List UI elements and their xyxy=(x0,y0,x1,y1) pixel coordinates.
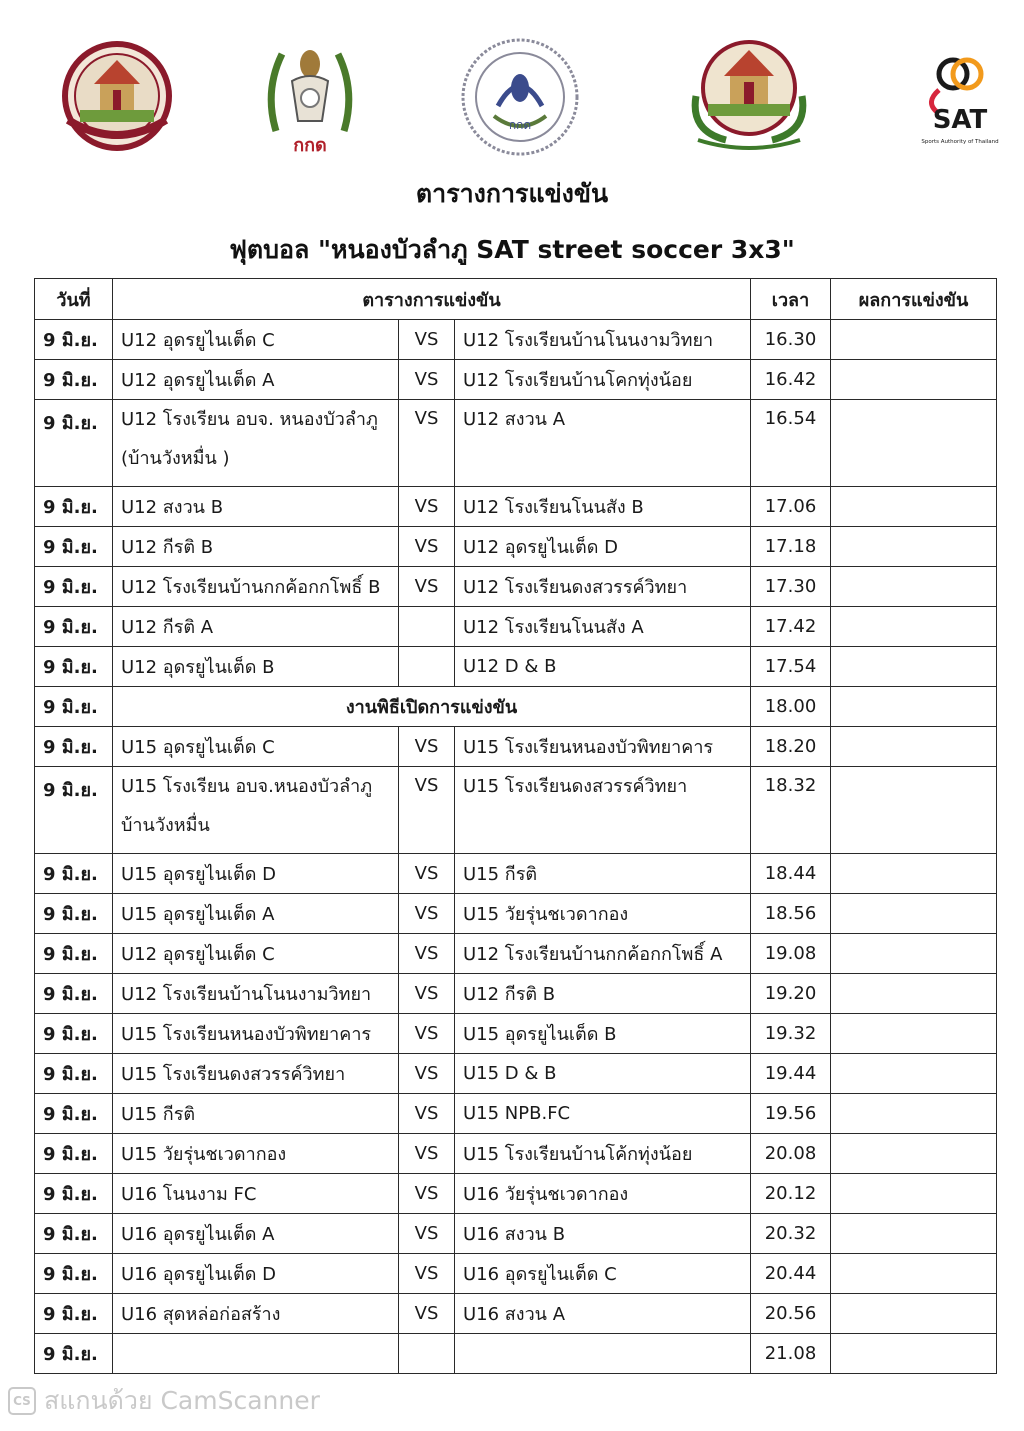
team-b-cell: U16 สงวน B xyxy=(455,1214,751,1254)
vs-cell xyxy=(399,1334,455,1374)
team-b-cell xyxy=(455,1334,751,1374)
team-b-cell: U12 โรงเรียนบ้านกกค้อกกโพธิ์ A xyxy=(455,934,751,974)
team-a-cell: U12 อุดรยูไนเต็ด C xyxy=(113,320,399,360)
header-schedule: ตารางการแข่งขัน xyxy=(113,279,751,320)
date-cell: 9 มิ.ย. xyxy=(35,1254,113,1294)
vs-cell: VS xyxy=(399,727,455,767)
team-b-cell: U12 อุดรยูไนเต็ด D xyxy=(455,527,751,567)
date-cell: 9 มิ.ย. xyxy=(35,1174,113,1214)
ceremony-cell: งานพิธีเปิดการแข่งขัน xyxy=(113,687,751,727)
vs-cell: VS xyxy=(399,360,455,400)
team-a-cell: U15 โรงเรียน อบจ.หนองบัวลำภู บ้านวังหมื่น xyxy=(113,767,399,854)
team-b-cell: U15 โรงเรียนหนองบัวพิทยาคาร xyxy=(455,727,751,767)
kkd-emblem-icon xyxy=(262,36,358,158)
table-row xyxy=(35,767,997,854)
table-row xyxy=(35,1054,997,1094)
team-b-cell: U15 กีรติ xyxy=(455,854,751,894)
team-b-cell: U12 โรงเรียนบ้านโนนงามวิทยา xyxy=(455,320,751,360)
table-row xyxy=(35,567,997,607)
team-a-cell: U15 โรงเรียนหนองบัวพิทยาคาร xyxy=(113,1014,399,1054)
team-a-cell: U16 อุดรยูไนเต็ด D xyxy=(113,1254,399,1294)
result-cell xyxy=(831,647,997,687)
provincial-sports-association-seal-icon xyxy=(676,36,822,154)
vs-cell: VS xyxy=(399,1014,455,1054)
date-cell: 9 มิ.ย. xyxy=(35,360,113,400)
date-cell: 9 มิ.ย. xyxy=(35,1214,113,1254)
table-row xyxy=(35,1094,997,1134)
page-title: ตารางการแข่งขัน xyxy=(415,179,609,208)
vs-cell: VS xyxy=(399,487,455,527)
table-row xyxy=(35,527,997,567)
team-a-cell: U15 อุดรยูไนเต็ด C xyxy=(113,727,399,767)
header-time: เวลา xyxy=(751,279,831,320)
vs-cell: VS xyxy=(399,400,455,487)
team-a-cell: U16 สุดหล่อก่อสร้าง xyxy=(113,1294,399,1334)
vs-cell: VS xyxy=(399,1254,455,1294)
date-cell: 9 มิ.ย. xyxy=(35,487,113,527)
team-b-cell: U15 D & B xyxy=(455,1054,751,1094)
time-cell: 20.56 xyxy=(751,1294,831,1334)
team-a-cell: U12 อุดรยูไนเต็ด A xyxy=(113,360,399,400)
date-cell: 9 มิ.ย. xyxy=(35,854,113,894)
team-b-cell: U16 สงวน A xyxy=(455,1294,751,1334)
team-b-cell: U12 D & B xyxy=(455,647,751,687)
result-cell xyxy=(831,1014,997,1054)
team-a-cell: U12 กีรติ B xyxy=(113,527,399,567)
team-b-cell: U16 อุดรยูไนเต็ด C xyxy=(455,1254,751,1294)
result-cell xyxy=(831,607,997,647)
vs-cell xyxy=(399,607,455,647)
team-b-cell: U16 วัยรุ่นชเวดากอง xyxy=(455,1174,751,1214)
header-result: ผลการแข่งขัน xyxy=(831,279,997,320)
table-row xyxy=(35,974,997,1014)
team-b-cell: U15 โรงเรียนบ้านโค้กทุ่งน้อย xyxy=(455,1134,751,1174)
table-row xyxy=(35,607,997,647)
vs-cell: VS xyxy=(399,894,455,934)
table-row xyxy=(35,400,997,487)
time-cell: 17.42 xyxy=(751,607,831,647)
vs-cell: VS xyxy=(399,1134,455,1174)
date-cell: 9 มิ.ย. xyxy=(35,320,113,360)
team-b-cell: U12 โรงเรียนดงสวรรค์วิทยา xyxy=(455,567,751,607)
vs-cell: VS xyxy=(399,934,455,974)
table-row xyxy=(35,854,997,894)
time-cell: 17.54 xyxy=(751,647,831,687)
date-cell: 9 มิ.ย. xyxy=(35,934,113,974)
team-a-cell: U12 โรงเรียน อบจ. หนองบัวลำภู (บ้านวังหมื่น ) xyxy=(113,400,399,487)
date-cell: 9 มิ.ย. xyxy=(35,894,113,934)
team-a-cell: U12 โรงเรียนบ้านโนนงามวิทยา xyxy=(113,974,399,1014)
table-row xyxy=(35,1174,997,1214)
result-cell xyxy=(831,1134,997,1174)
camscanner-text: สแกนด้วย CamScanner xyxy=(44,1386,320,1415)
date-cell: 9 มิ.ย. xyxy=(35,687,113,727)
time-cell: 17.06 xyxy=(751,487,831,527)
team-b-cell: U12 โรงเรียนโนนสัง A xyxy=(455,607,751,647)
team-a-cell: U15 กีรติ xyxy=(113,1094,399,1134)
team-b-cell: U12 โรงเรียนบ้านโคกทุ่งน้อย xyxy=(455,360,751,400)
result-cell xyxy=(831,1094,997,1134)
table-row xyxy=(35,320,997,360)
vs-cell xyxy=(399,647,455,687)
time-cell: 19.08 xyxy=(751,934,831,974)
team-a-cell: U15 วัยรุ่นชเวดากอง xyxy=(113,1134,399,1174)
date-cell: 9 มิ.ย. xyxy=(35,1054,113,1094)
time-cell: 20.44 xyxy=(751,1254,831,1294)
team-a-cell: U15 อุดรยูไนเต็ด D xyxy=(113,854,399,894)
team-a-cell: U15 อุดรยูไนเต็ด A xyxy=(113,894,399,934)
date-cell: 9 มิ.ย. xyxy=(35,1294,113,1334)
team-b-cell: U15 วัยรุ่นชเวดากอง xyxy=(455,894,751,934)
result-cell xyxy=(831,894,997,934)
team-a-cell: U16 อุดรยูไนเต็ด A xyxy=(113,1214,399,1254)
time-cell: 19.32 xyxy=(751,1014,831,1054)
header-date: วันที่ xyxy=(35,279,113,320)
table-row xyxy=(35,1134,997,1174)
table-row xyxy=(35,647,997,687)
sat-logo-icon xyxy=(915,46,1005,152)
vs-cell: VS xyxy=(399,767,455,854)
schedule-table xyxy=(34,278,997,1374)
vs-cell: VS xyxy=(399,567,455,607)
time-cell: 20.12 xyxy=(751,1174,831,1214)
team-a-cell: U16 โนนงาม FC xyxy=(113,1174,399,1214)
time-cell: 16.42 xyxy=(751,360,831,400)
result-cell xyxy=(831,727,997,767)
time-cell: 19.44 xyxy=(751,1054,831,1094)
time-cell: 18.00 xyxy=(751,687,831,727)
vs-cell: VS xyxy=(399,1214,455,1254)
table-row xyxy=(35,1254,997,1294)
result-cell xyxy=(831,320,997,360)
date-cell: 9 มิ.ย. xyxy=(35,647,113,687)
result-cell xyxy=(831,1254,997,1294)
svg-text:Sports Authority of Thailand: Sports Authority of Thailand xyxy=(921,139,999,145)
result-cell xyxy=(831,1174,997,1214)
time-cell: 19.20 xyxy=(751,974,831,1014)
table-row xyxy=(35,1214,997,1254)
vs-cell: VS xyxy=(399,320,455,360)
table-row xyxy=(35,727,997,767)
team-a-cell: U12 โรงเรียนบ้านกกค้อกกโพธิ์ B xyxy=(113,567,399,607)
team-b-cell: U12 โรงเรียนโนนสัง B xyxy=(455,487,751,527)
date-cell: 9 มิ.ย. xyxy=(35,567,113,607)
page-subtitle: ฟุตบอล "หนองบัวลำภู SAT street soccer 3x3" xyxy=(229,235,795,264)
vs-cell: VS xyxy=(399,974,455,1014)
time-cell: 20.08 xyxy=(751,1134,831,1174)
result-cell xyxy=(831,567,997,607)
camscanner-watermark xyxy=(8,1386,320,1416)
result-cell xyxy=(831,527,997,567)
vs-cell: VS xyxy=(399,1094,455,1134)
team-b-cell: U12 กีรติ B xyxy=(455,974,751,1014)
kkd-round-stamp-icon xyxy=(458,36,582,158)
vs-cell: VS xyxy=(399,1294,455,1334)
result-cell xyxy=(831,400,997,487)
table-row xyxy=(35,894,997,934)
schedule-body xyxy=(35,320,997,1374)
time-cell: 17.18 xyxy=(751,527,831,567)
provincial-seal-icon xyxy=(58,40,176,152)
result-cell xyxy=(831,360,997,400)
vs-cell: VS xyxy=(399,527,455,567)
table-row xyxy=(35,934,997,974)
table-row xyxy=(35,1014,997,1054)
date-cell: 9 มิ.ย. xyxy=(35,1014,113,1054)
table-header-row xyxy=(35,279,997,320)
date-cell: 9 มิ.ย. xyxy=(35,1334,113,1374)
table-row xyxy=(35,360,997,400)
result-cell xyxy=(831,487,997,527)
team-b-cell: U15 NPB.FC xyxy=(455,1094,751,1134)
date-cell: 9 มิ.ย. xyxy=(35,727,113,767)
date-cell: 9 มิ.ย. xyxy=(35,527,113,567)
time-cell: 16.30 xyxy=(751,320,831,360)
table-row xyxy=(35,487,997,527)
result-cell xyxy=(831,1334,997,1374)
result-cell xyxy=(831,934,997,974)
date-cell: 9 มิ.ย. xyxy=(35,974,113,1014)
table-row xyxy=(35,687,997,727)
result-cell xyxy=(831,854,997,894)
team-a-cell: U12 อุดรยูไนเต็ด C xyxy=(113,934,399,974)
date-cell: 9 มิ.ย. xyxy=(35,767,113,854)
result-cell xyxy=(831,1294,997,1334)
time-cell: 18.56 xyxy=(751,894,831,934)
time-cell: 19.56 xyxy=(751,1094,831,1134)
date-cell: 9 มิ.ย. xyxy=(35,607,113,647)
time-cell: 18.44 xyxy=(751,854,831,894)
time-cell: 18.32 xyxy=(751,767,831,854)
result-cell xyxy=(831,1214,997,1254)
team-a-cell: U12 อุดรยูไนเต็ด B xyxy=(113,647,399,687)
vs-cell: VS xyxy=(399,1054,455,1094)
svg-text:กกด: กกด xyxy=(508,118,532,132)
time-cell: 17.30 xyxy=(751,567,831,607)
team-a-cell: U12 กีรติ A xyxy=(113,607,399,647)
time-cell: 16.54 xyxy=(751,400,831,487)
table-row xyxy=(35,1294,997,1334)
result-cell xyxy=(831,767,997,854)
result-cell xyxy=(831,974,997,1014)
team-a-cell: U15 โรงเรียนดงสวรรค์วิทยา xyxy=(113,1054,399,1094)
time-cell: 21.08 xyxy=(751,1334,831,1374)
camscanner-icon: CS xyxy=(8,1387,36,1415)
team-a-cell xyxy=(113,1334,399,1374)
date-cell: 9 มิ.ย. xyxy=(35,1094,113,1134)
vs-cell: VS xyxy=(399,854,455,894)
team-a-cell: U12 สงวน B xyxy=(113,487,399,527)
time-cell: 20.32 xyxy=(751,1214,831,1254)
vs-cell: VS xyxy=(399,1174,455,1214)
team-b-cell: U15 โรงเรียนดงสวรรค์วิทยา xyxy=(455,767,751,854)
svg-text:กกด: กกด xyxy=(293,135,327,156)
team-b-cell: U12 สงวน A xyxy=(455,400,751,487)
time-cell: 18.20 xyxy=(751,727,831,767)
result-cell xyxy=(831,687,997,727)
result-cell xyxy=(831,1054,997,1094)
date-cell: 9 มิ.ย. xyxy=(35,1134,113,1174)
date-cell: 9 มิ.ย. xyxy=(35,400,113,487)
team-b-cell: U15 อุดรยูไนเต็ด B xyxy=(455,1014,751,1054)
svg-text:SAT: SAT xyxy=(932,105,988,135)
table-row xyxy=(35,1334,997,1374)
